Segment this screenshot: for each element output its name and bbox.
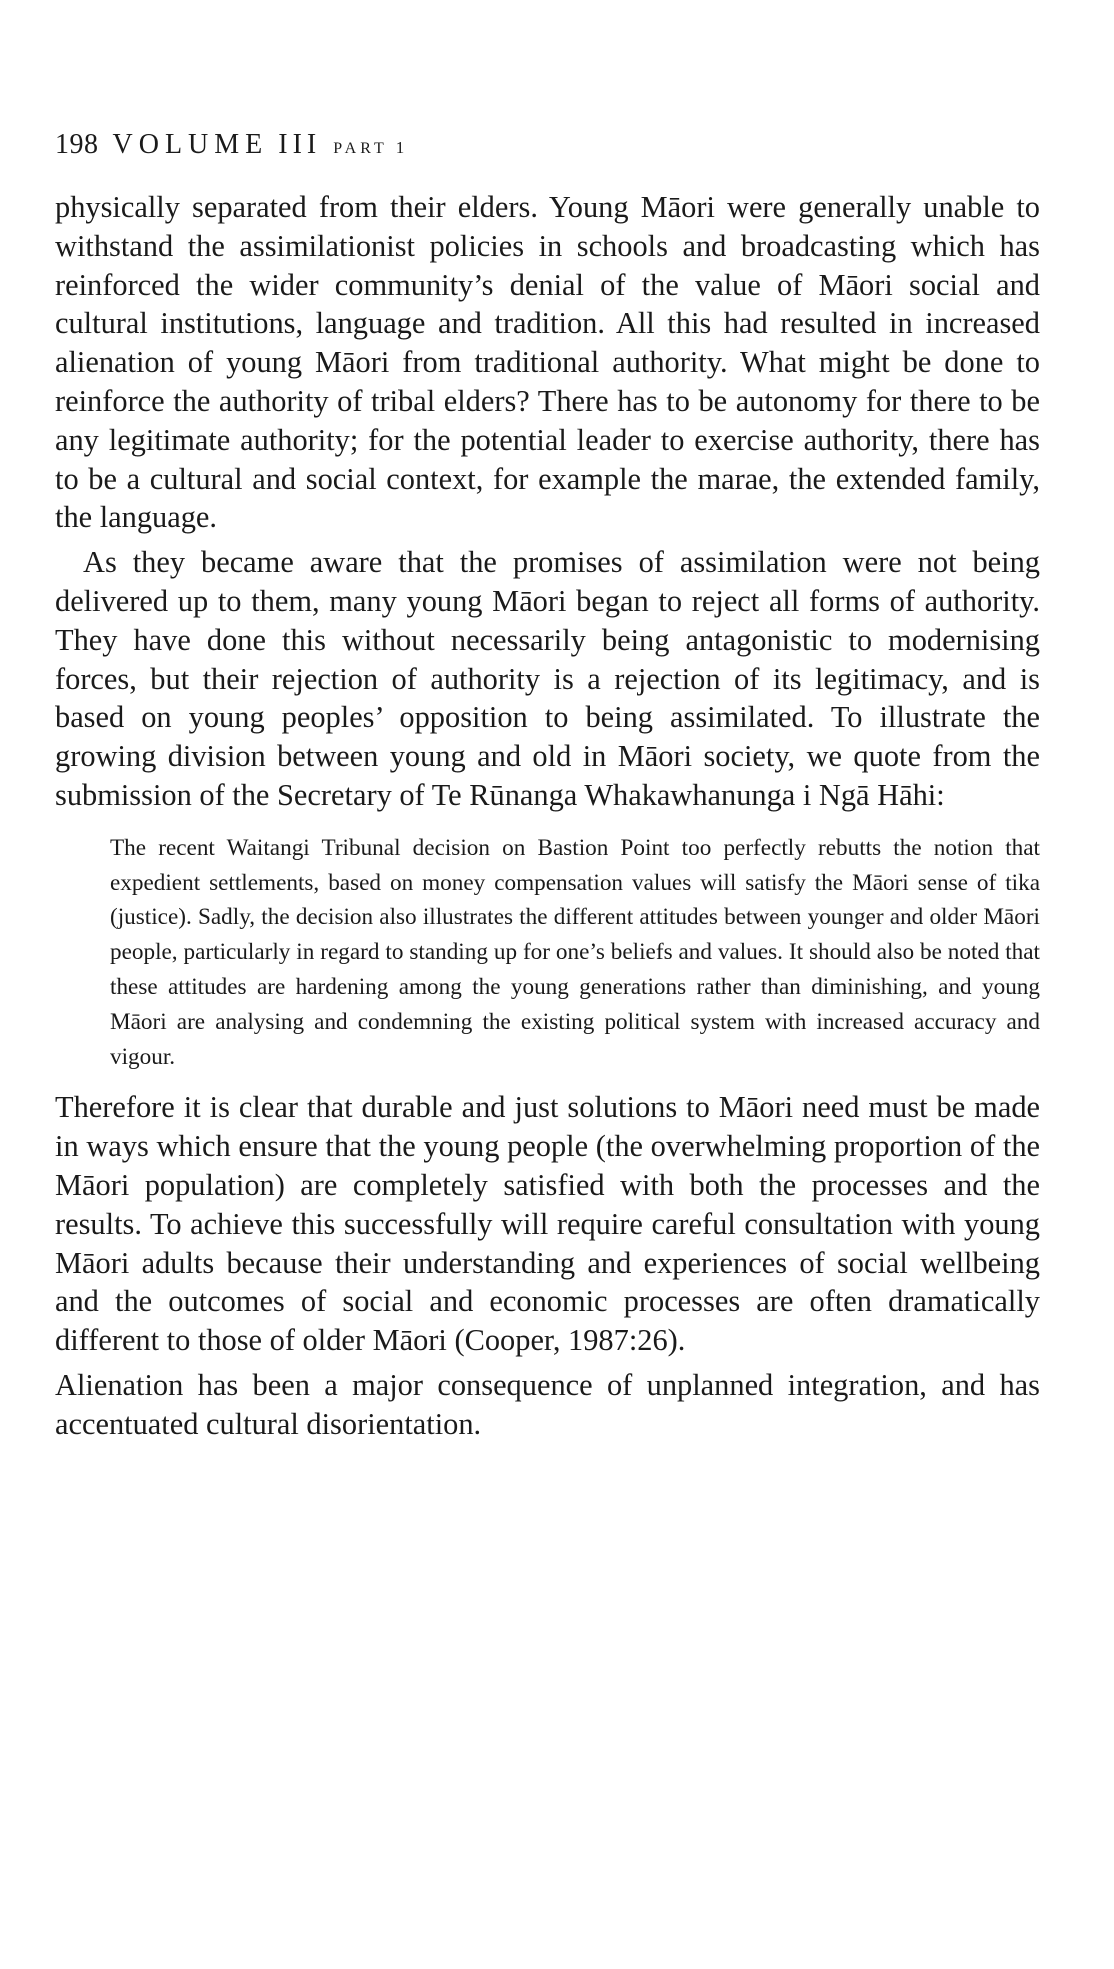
part-number: 1 — [395, 138, 405, 157]
page-number: 198 — [55, 129, 99, 160]
paragraph-young-maori-authority: As they became aware that the promises of assimilation were not being delivered up to them, many young Māori began to reject all forms of authority. They have done this without necessarily being antagonistic to modernising forces, but their rejection of authority is a rejection of its legitimacy, and is based on young peoples’ opposition to being assimilated. To illustrate the growing division between young and old in Māori society, we quote from the submission of the Secretary of Te Rūnanga Whakawhanunga i Ngā Hāhi: — [55, 545, 1040, 812]
block-quote: The recent Waitangi Tribunal decision on Bastion Point too perfectly rebutts the notion that expedient settlements, based on money compensation values will satisfy the Māori sense of tika (justice). Sadly, the decision also illustrates the different attitudes between younger and older Māori people, particularly in regard to standing up for one’s beliefs and values. It should also be noted that these attitudes are hardening among the young generations rather than diminishing, and young Māori are analysing and condemning the existing political system with increased accuracy and vigour. — [110, 834, 1040, 1070]
body-text — [55, 188, 1040, 1444]
running-header — [55, 128, 405, 166]
part-label: PART — [333, 140, 388, 157]
paragraph-continued: physically separated from their elders. Young Māori were generally unable to withstand the assimilationist policies in schools and broadcasting which has reinforced the wider community’s denial of the value of Māori social and cultural institutions, language and tradition. All this had resulted in increased alienation of young Māori from traditional authority. What might be done to reinforce the authority of tribal elders? There has to be autonomy for there to be any legitimate authority; for the potential leader to exercise authority, there has to be a cultural and social context, for example the marae, the extended family, the language. — [55, 190, 1040, 535]
paragraph-alienation: Alienation has been a major consequence of unplanned integration, and has accentuated cultural disorientation. — [55, 1367, 1040, 1441]
paragraph-durable-solutions: Therefore it is clear that durable and just solutions to Māori need must be made in ways which ensure that the young people (the overwhelming proportion of the Māori population) are completely satisfied with both the processes and the results. To achieve this successfully will require careful consultation with young Māori adults because their understanding and experiences of social wellbeing and the outcomes of social and economic processes are often dramatically different to those of older Māori (Cooper, 1987:26). — [55, 1090, 1040, 1358]
volume-label: VOLUME — [112, 129, 269, 160]
volume-number: III — [278, 129, 322, 160]
